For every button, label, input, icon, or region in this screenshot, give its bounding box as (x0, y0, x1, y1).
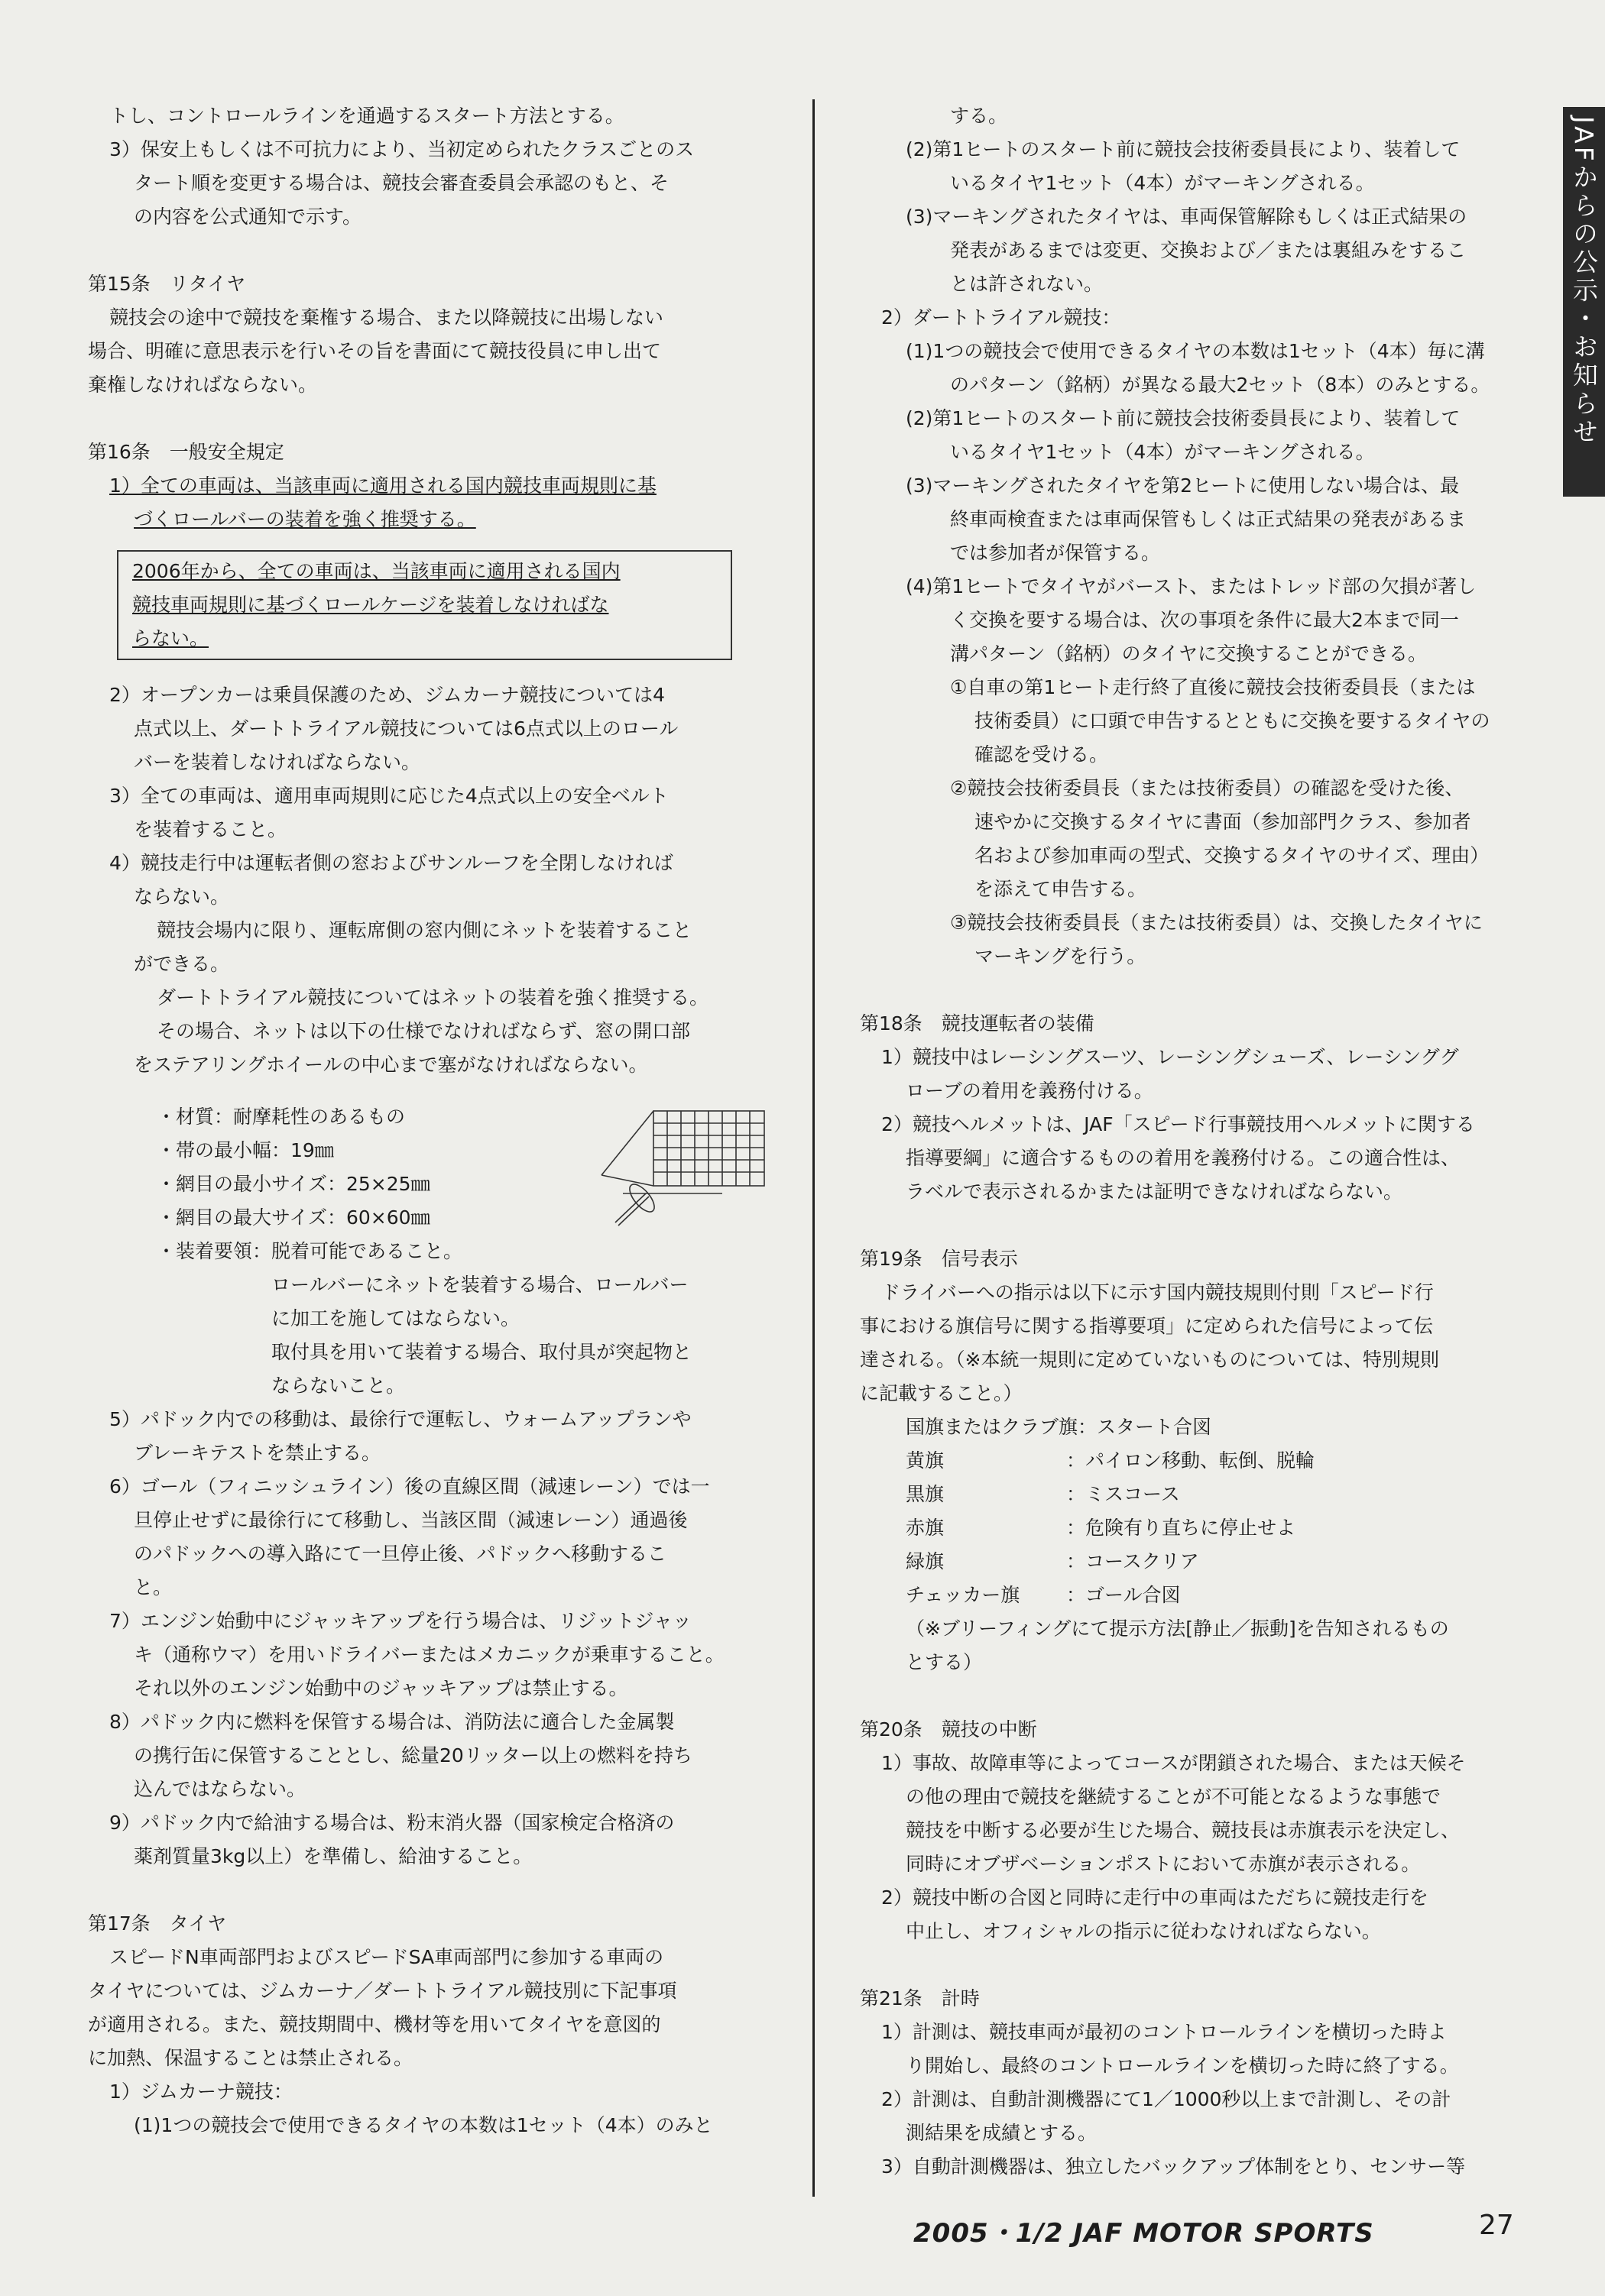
article-20-item-1: の他の理由で競技を継続することが不可能となるような事態で (906, 1786, 1441, 1808)
condition-1: 技術委員）に口頭で申告するとともに交換を要するタイヤの (974, 710, 1490, 732)
dirt-rule-1: のパターン（銘柄）が異なる最大2セット（8本）のみとする。 (950, 374, 1490, 396)
article-17-heading: 第17条 タイヤ (88, 1912, 227, 1935)
dirt-rule-3: (3)マーキングされたタイヤを第2ヒートに使用しない場合は、最 (906, 474, 1460, 497)
article-18-item-2: 指導要綱」に適合するものの着用を義務付ける。この適合性は、 (906, 1147, 1461, 1169)
net-spec-note: ロールバーにネットを装着する場合、ロールバー (271, 1274, 689, 1296)
flag-name: 赤旗 (906, 1517, 945, 1539)
condition-1: ①自車の第1ヒート走行終了直後に競技会技術委員長（または (950, 676, 1476, 698)
net-paragraph: その場合、ネットは以下の仕様でなければならず、窓の開口部 (157, 1020, 691, 1042)
flag-note: （※ブリーフィングにて提示方法[静止／振動]を告知されるもの (906, 1618, 1449, 1640)
article-16-item-9: 薬剤質量3kg以上）を準備し、給油すること。 (134, 1845, 533, 1867)
article-20-item-1: 競技を中断する必要が生じた場合、競技長は赤旗表示を決定し、 (906, 1819, 1461, 1841)
amendment-box (117, 550, 732, 660)
article-17-text: タイヤについては、ジムカーナ／ダートトライアル競技別に下記事項 (88, 1980, 677, 2002)
net-paragraph: をステアリングホイールの中心まで塞がなければならない。 (134, 1054, 648, 1076)
article-21-item-3: 3）自動計測機器は、独立したバックアップ体制をとり、センサー等 (881, 2155, 1466, 2178)
condition-3: ③競技会技術委員長（または技術委員）は、交換したタイヤに (950, 912, 1483, 934)
article-16-item-8: の携行缶に保管することとし、総量20リッター以上の燃料を持ち (134, 1744, 692, 1767)
article-21-item-2: 2）計測は、自動計測機器にて1／1000秒以上まで計測し、その計 (881, 2088, 1451, 2110)
flag-meaning: ：危険有り直ちに停止せよ (1066, 1517, 1296, 1539)
article-20-item-2: 2）競技中断の合図と同時に走行中の車両はただちに競技走行を (881, 1886, 1428, 1909)
article-18-item-2: 2）競技ヘルメットは、JAF「スピード行事競技用ヘルメットに関する (881, 1113, 1475, 1135)
column-divider (812, 99, 815, 2197)
net-spec: ・網目の最大サイズ：60×60㎜ (157, 1206, 430, 1229)
article-20-item-1: 1）事故、故障車等によってコースが閉鎖された場合、または天候そ (881, 1752, 1466, 1774)
window-net-illustration (600, 1108, 768, 1230)
article-16-item-9: 9）パドック内で給油する場合は、粉末消火器（国家検定合格済の (109, 1812, 675, 1834)
amendment-line: 2006年から、全ての車両は、当該車両に適用される国内 (132, 560, 621, 582)
article-16-item-6: 6）ゴール（フィニッシュライン）後の直線区間（減速レーン）では一 (109, 1475, 710, 1498)
flag-row (860, 1545, 1532, 1579)
article-16-item-6: 旦停止せずに最徐行にて移動し、当該区間（減速レーン）通過後 (134, 1509, 688, 1531)
article-15-text: 競技会の途中で競技を棄権する場合、また以降競技に出場しない (109, 306, 664, 329)
net-spec: ・網目の最小サイズ：25×25㎜ (157, 1173, 430, 1195)
article-16-item-7: それ以外のエンジン始動中のジャッキアップは禁止する。 (134, 1677, 628, 1699)
article-21-item-1: 1）計測は、競技車両が最初のコントロールラインを横切った時よ (881, 2021, 1447, 2043)
flag-row (860, 1511, 1532, 1545)
article-16-item-7: キ（通称ウマ）を用いドライバーまたはメカニックが乗車すること。 (134, 1643, 725, 1666)
article-19-text: ドライバーへの指示は以下に示す国内競技規則付則「スピード行 (881, 1281, 1434, 1303)
condition-2: を添えて申告する。 (974, 878, 1147, 900)
flag-meaning: ：スタート合図 (1078, 1416, 1212, 1438)
flag-row (860, 1478, 1532, 1511)
dirt-rule-4: (4)第1ヒートでタイヤがバースト、またはトレッド部の欠損が著し (906, 575, 1477, 597)
article-16-item-1: 1）全ての車両は、当該車両に適用される国内競技車両規則に基 (109, 474, 657, 497)
dirt-rule-4: 溝パターン（銘柄）のタイヤに交換することができる。 (950, 643, 1428, 665)
gymkhana-rule-2: (2)第1ヒートのスタート前に競技会技術委員長により、装着して (906, 138, 1461, 160)
flag-meaning: ：ゴール合図 (1066, 1584, 1181, 1606)
gymkhana-rule-1-cont: する。 (950, 105, 1008, 127)
article-17-text: に加熱、保温することは禁止される。 (88, 2047, 413, 2069)
dirt-rule-3: では参加者が保管する。 (950, 542, 1161, 564)
dirt-rule-4: く交換を要する場合は、次の事項を条件に最大2本まで同一 (950, 609, 1459, 631)
article-16-item-6: のパドックへの導入路にて一旦停止後、パドックへ移動するこ (134, 1543, 667, 1565)
flag-meaning: ：ミスコース (1066, 1483, 1180, 1505)
article-16-item-8: 込んではならない。 (134, 1778, 306, 1800)
article-20-item-1: 同時にオブザベーションポストにおいて赤旗が表示される。 (906, 1853, 1421, 1875)
intro-line: 3）保安上もしくは不可抗力により、当初定められたクラスごとのス (109, 138, 695, 160)
article-15-heading: 第15条 リタイヤ (88, 273, 246, 295)
article-18-item-1: 1）競技中はレーシングスーツ、レーシングシューズ、レーシンググ (881, 1046, 1459, 1068)
article-16-item-5: 5）パドック内での移動は、最徐行で運転し、ウォームアップランや (109, 1408, 692, 1430)
flag-row (860, 1579, 1532, 1612)
article-21-item-2: 測結果を成績とする。 (906, 2122, 1098, 2144)
article-21-item-1: り開始し、最終のコントロールラインを横切った時に終了する。 (906, 2055, 1459, 2077)
article-16-item-6: と。 (134, 1576, 173, 1598)
article-18-item-1: ローブの着用を義務付ける。 (906, 1080, 1153, 1102)
article-18-item-2: ラベルで表示されるかまたは証明できなければならない。 (906, 1180, 1403, 1203)
net-spec: ・材質：耐摩耗性のあるもの (157, 1106, 406, 1128)
gymkhana-rule-2: いるタイヤ1セット（4本）がマーキングされる。 (950, 172, 1375, 194)
gymkhana-rule-3: とは許されない。 (950, 273, 1104, 295)
article-15-text: 棄権しなければならない。 (88, 374, 318, 396)
magazine-footer: 2005・1/2 JAF MOTOR SPORTS (913, 2218, 1374, 2249)
right-column (860, 99, 1532, 2184)
gymkhana-rule-3: (3)マーキングされたタイヤは、車両保管解除もしくは正式結果の (906, 206, 1467, 228)
article-16-item-4: ならない。 (134, 886, 230, 908)
flag-meaning: ：パイロン移動、転倒、脱輪 (1066, 1449, 1315, 1472)
article-19-heading: 第19条 信号表示 (860, 1248, 1018, 1270)
article-18-heading: 第18条 競技運転者の装備 (860, 1012, 1094, 1035)
article-16-item-8: 8）パドック内に燃料を保管する場合は、消防法に適合した金属製 (109, 1711, 675, 1733)
article-16-item-3: を装着すること。 (134, 818, 287, 840)
flag-meaning: ：コースクリア (1066, 1550, 1199, 1572)
flag-name: 緑旗 (906, 1550, 945, 1572)
article-19-text: 事における旗信号に関する指導要項」に定められた信号によって伝 (860, 1315, 1434, 1337)
net-spec: ・装着要領：脱着可能であること。 (157, 1240, 463, 1262)
article-19-text: に記載すること。） (860, 1382, 1023, 1404)
article-16-heading: 第16条 一般安全規定 (88, 441, 284, 463)
condition-3: マーキングを行う。 (974, 945, 1146, 967)
net-paragraph: ダートトライアル競技についてはネットの装着を強く推奨する。 (157, 986, 709, 1009)
flag-row (860, 1444, 1532, 1478)
intro-line: の内容を公式通知で示す。 (134, 206, 362, 228)
condition-1: 確認を受ける。 (974, 743, 1109, 766)
article-21-heading: 第21条 計時 (860, 1987, 980, 2009)
flag-name: チェッカー旗 (906, 1584, 1020, 1606)
intro-line: タート順を変更する場合は、競技会審査委員会承認のもと、そ (134, 172, 670, 194)
section-tab-label: JAFからの公示・お知らせ (1569, 116, 1599, 447)
flag-name: 黒旗 (906, 1483, 945, 1505)
gymkhana-rule-3: 発表があるまでは変更、交換および／または裏組みをするこ (950, 239, 1467, 261)
article-16-item-5: ブレーキテストを禁止する。 (134, 1442, 381, 1464)
article-16-item-2: 点式以上、ダートトライアル競技については6点式以上のロール (134, 717, 679, 740)
dirt-trial-heading: 2）ダートトライアル競技： (881, 306, 1121, 329)
flag-note: とする） (906, 1651, 983, 1673)
net-spec-note: ならないこと。 (271, 1375, 406, 1397)
article-17-text: スピードN車両部門およびスピードSA車両部門に参加する車両の (109, 1946, 664, 1968)
amendment-line: 競技車両規則に基づくロールケージを装着しなければな (132, 594, 609, 616)
net-spec: ・帯の最小幅：19㎜ (157, 1139, 334, 1161)
gymkhana-rule-1: (1)1つの競技会で使用できるタイヤの本数は1セット（4本）のみと (134, 2114, 713, 2136)
intro-line: トし、コントロールラインを通過するスタート方法とする。 (109, 105, 624, 127)
net-paragraph: 競技会場内に限り、運転席側の窓内側にネットを装着すること (157, 919, 692, 941)
page-number: 27 (1479, 2210, 1514, 2241)
net-spec-block (88, 1100, 764, 1403)
article-16-item-2: 2）オープンカーは乗員保護のため、ジムカーナ競技については4 (109, 684, 666, 706)
dirt-rule-3: 終車両検査または車両保管もしくは正式結果の発表があるま (950, 508, 1467, 530)
section-tab (1563, 107, 1605, 497)
article-20-heading: 第20条 競技の中断 (860, 1718, 1037, 1741)
condition-2: 速やかに交換するタイヤに書面（参加部門クラス、参加者 (974, 811, 1471, 833)
left-column (88, 99, 764, 2142)
net-paragraph: ができる。 (134, 953, 230, 975)
flag-name: 黄旗 (906, 1449, 945, 1472)
article-16-item-2: バーを装着しなければならない。 (134, 751, 421, 773)
article-16-item-3: 3）全ての車両は、適用車両規則に応じた4点式以上の安全ベルト (109, 785, 669, 807)
dirt-rule-2: (2)第1ヒートのスタート前に競技会技術委員長により、装着して (906, 407, 1461, 429)
dirt-rule-1: (1)1つの競技会で使用できるタイヤの本数は1セット（4本）毎に溝 (906, 340, 1485, 362)
article-15-text: 場合、明確に意思表示を行いその旨を書面にて競技役員に申し出て (88, 340, 662, 362)
condition-2: ②競技会技術委員長（または技術委員）の確認を受けた後、 (950, 777, 1464, 799)
net-spec-note: に加工を施してはならない。 (271, 1307, 520, 1329)
net-spec-note: 取付具を用いて装着する場合、取付具が突起物と (271, 1341, 692, 1363)
article-19-text: 達される。（※本統一規則に定めていないものについては、特別規則 (860, 1349, 1439, 1371)
flag-name: 国旗またはクラブ旗 (906, 1416, 1078, 1438)
flag-row (860, 1410, 1532, 1444)
article-16-item-4: 4）競技走行中は運転者側の窓およびサンルーフを全閉しなければ (109, 852, 673, 874)
article-20-item-2: 中止し、オフィシャルの指示に従わなければならない。 (906, 1920, 1381, 1942)
article-16-item-7: 7）エンジン始動中にジャッキアップを行う場合は、リジットジャッ (109, 1610, 692, 1632)
dirt-rule-2: いるタイヤ1セット（4本）がマーキングされる。 (950, 441, 1375, 463)
condition-2: 名および参加車両の型式、交換するタイヤのサイズ、理由） (974, 844, 1490, 866)
article-17-text: が適用される。また、競技期間中、機材等を用いてタイヤを意図的 (88, 2013, 661, 2035)
gymkhana-heading: 1）ジムカーナ競技： (109, 2081, 293, 2103)
article-16-item-1: づくロールバーの装着を強く推奨する。 (134, 508, 476, 530)
amendment-line: らない。 (132, 627, 209, 649)
